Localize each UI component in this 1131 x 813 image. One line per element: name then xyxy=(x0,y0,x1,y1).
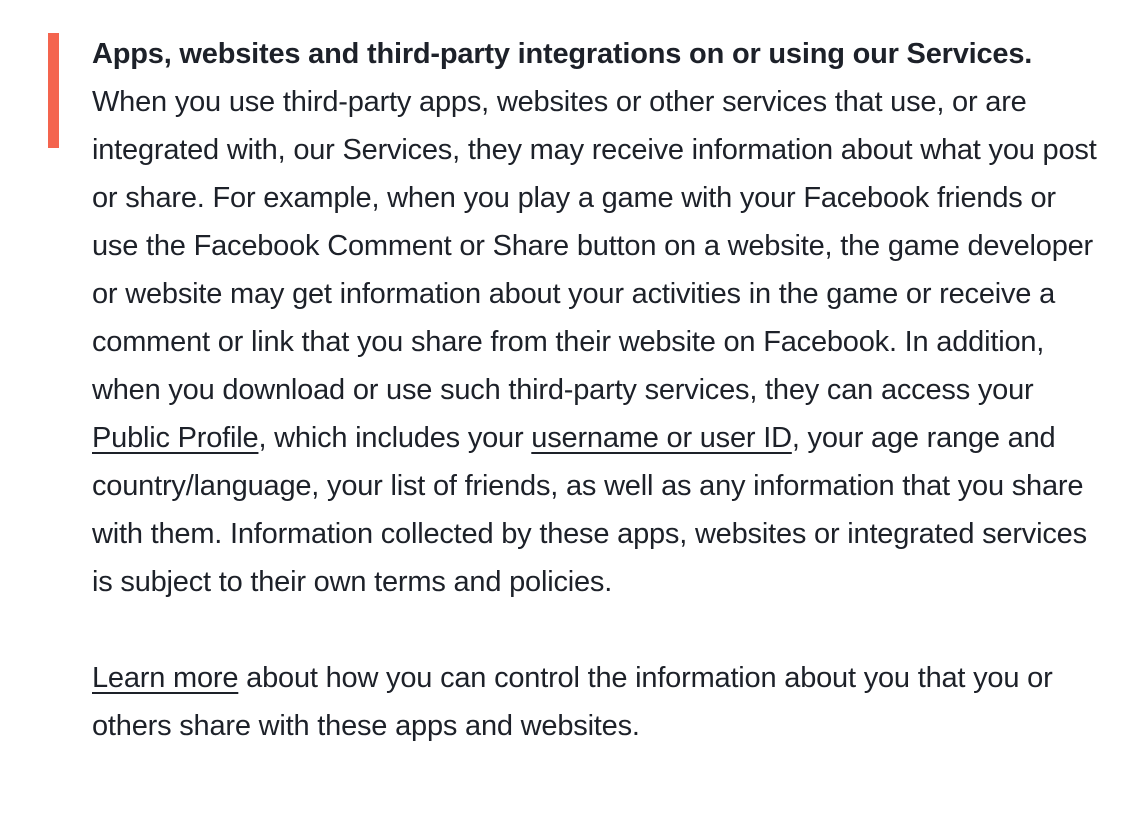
paragraph-text: When you use third-party apps, websites or other services that use, or are integrated with, our Services, they may receive information about what you post or share. For example, when you play a game with your Facebook friends or use the Facebook Comment or Share button on a website, the game developer or website may get information about your activities in the game or receive a comment or link that you share from their website on Facebook. In addition, when you download or use such third-party services, they can access your xyxy=(92,86,1097,406)
policy-paragraph-2 xyxy=(92,654,1106,750)
paragraph-text: , your age range and country/language, your list of friends, as well as any information that you share with them. Information collected by these apps, websites or integrated services is subject to their own terms and policies. xyxy=(92,422,1087,598)
policy-paragraph-1 xyxy=(92,30,1106,606)
paragraph-text: about how you can control the information about you that you or others share with these apps and websites. xyxy=(92,662,1053,742)
public-profile-link[interactable]: Public Profile xyxy=(92,422,259,454)
learn-more-link[interactable]: Learn more xyxy=(92,662,239,694)
section-highlight-bar xyxy=(48,33,59,148)
paragraph-text: , which includes your xyxy=(258,422,532,454)
section-heading: Apps, websites and third-party integrations on or using our Services. xyxy=(92,38,1033,70)
username-or-user-id-link[interactable]: username or user ID xyxy=(531,422,792,454)
